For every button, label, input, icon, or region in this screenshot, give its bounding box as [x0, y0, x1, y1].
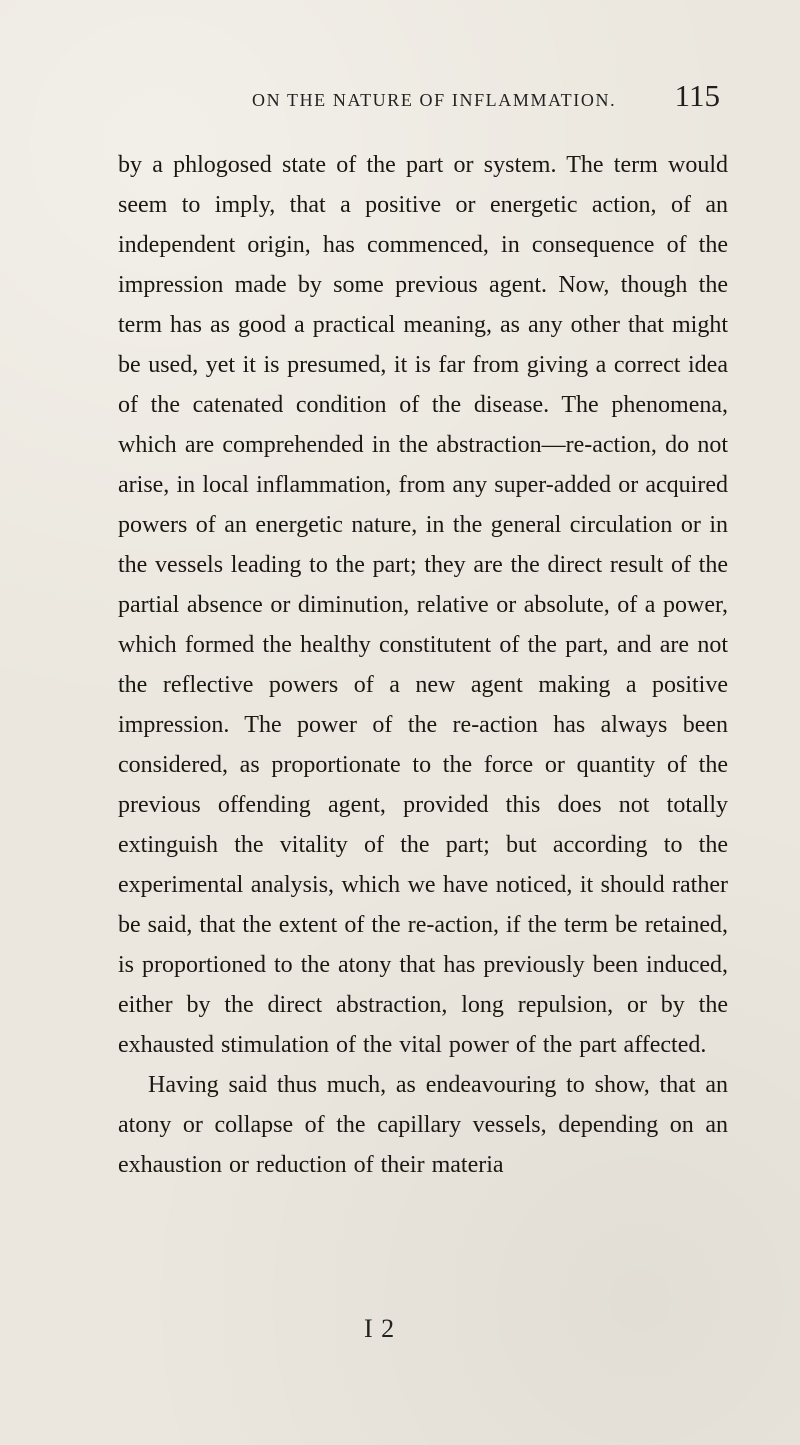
running-head	[0, 78, 800, 118]
page-number: 115	[674, 78, 720, 113]
running-title: ON THE NATURE OF INFLAMMATION.	[252, 90, 617, 110]
main-text	[118, 145, 728, 1185]
paragraph-2: Having said thus much, as endeavouring to show, that an atony or collapse of the capillary vessels, depending on an exhaustion or reduction of their materia	[118, 1072, 728, 1178]
signature-mark: I 2	[364, 1314, 396, 1343]
paragraph-1: by a phlogosed state of the part or system. The term would seem to imply, that a positive or energetic action, of an independent origin, has commenced, in consequence of the impression made by some previous agent. Now, though the term has as good a practical meaning, as any other that might be used, yet it is presumed, it is far from giving a correct idea of the catenated condition of the disease. The phenomena, which are comprehended in the abstraction—re-action, do not arise, in local inflammation, from any super-added or acquired powers of an energetic nature, in the general circulation or in the vessels leading to the part; they are the direct result of the partial absence or diminution, relative or absolute, of a power, which formed the healthy constitutent of the part, and are not the reflective powers of a new agent making a positive impression. The power of the re-action has always been considered, as proportionate to the force or quantity of the previous offending agent, provided this does not totally extinguish the vitality of the part; but according to the experimental analysis, which we have noticed, it should rather be said, that the extent of the re-action, if the term be retained, is proportioned to the atony that has previously been induced, either by the direct abstraction, long repulsion, or by the exhausted stimulation of the vital power of the part affected.	[118, 152, 728, 1058]
